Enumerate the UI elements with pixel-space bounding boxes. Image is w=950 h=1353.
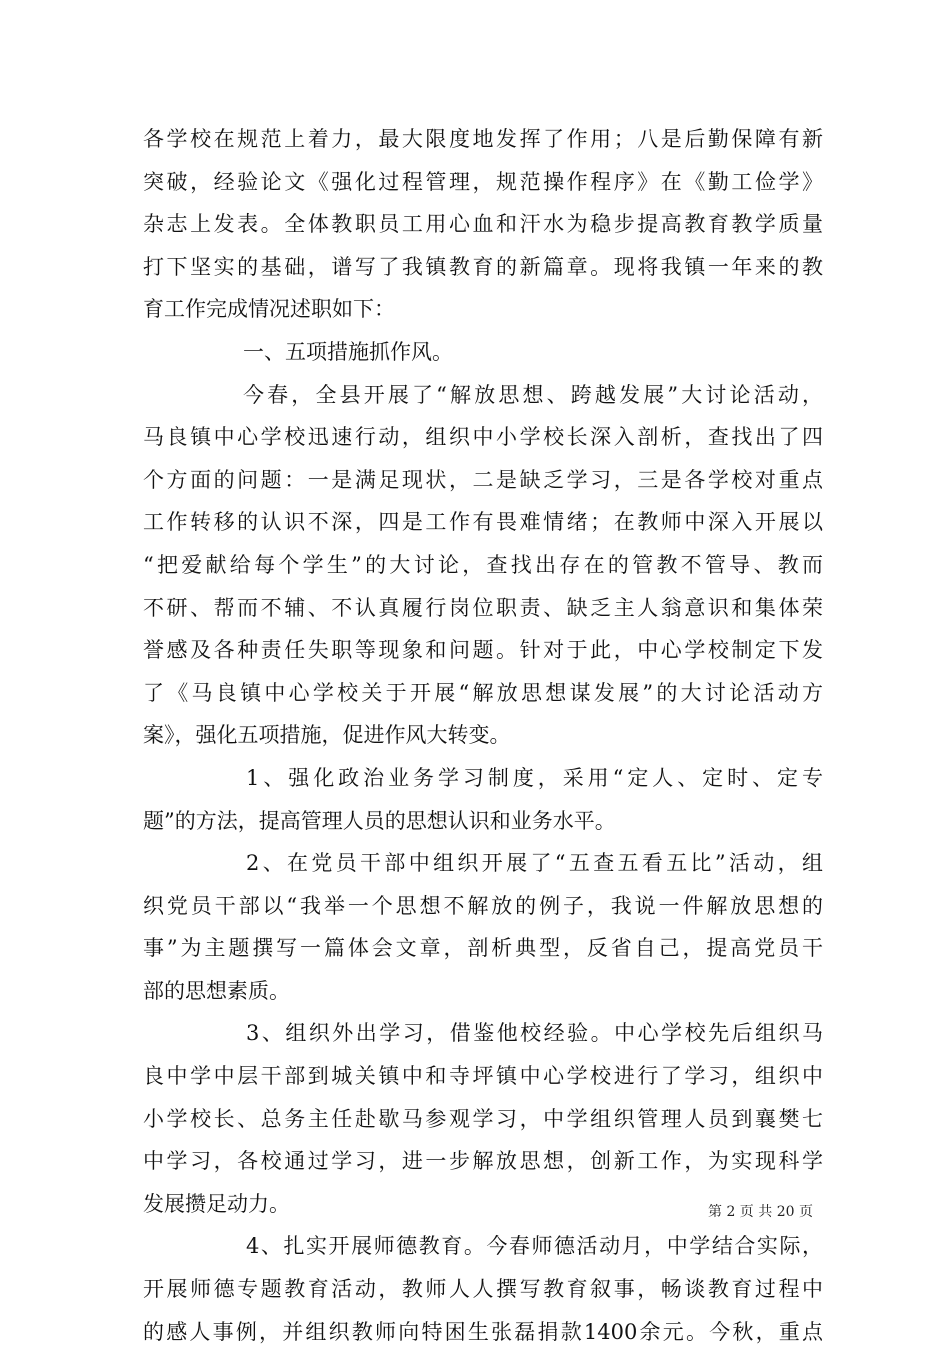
text-line: 誉感及各种责任失职等现象和问题。针对于此，中心学校制定下发	[143, 638, 823, 663]
text-line: 打下坚实的基础，谱写了我镇教育的新篇章。现将我镇一年来的教	[143, 254, 823, 279]
text-line: 不研、帮而不辅、不认真履行岗位职责、缺乏主人翁意识和集体荣	[143, 595, 823, 620]
list-item-first-line: 1、强化政治业务学习制度，采用“定人、定时、定专	[246, 765, 823, 790]
text-line: 的感人事例，并组织教师向特困生张磊捐款1400余元。今秋，重点	[143, 1319, 823, 1344]
text-line: 案》，强化五项措施，促进作风大转变。	[143, 723, 511, 748]
text-line: 织党员干部以“我举一个思想不解放的例子，我说一件解放思想的	[143, 893, 823, 918]
text-line: 突破，经验论文《强化过程管理，规范操作程序》在《勤工俭学》	[143, 169, 823, 194]
text-line: 开展师德专题教育活动，教师人人撰写教育叙事，畅谈教育过程中	[143, 1277, 823, 1302]
text-line: 良中学中层干部到城关镇中和寺坪镇中心学校进行了学习，组织中	[143, 1064, 823, 1089]
text-line: 工作转移的认识不深，四是工作有畏难情绪；在教师中深入开展以	[143, 510, 823, 535]
text-line: 中学习，各校通过学习，进一步解放思想，创新工作，为实现科学	[143, 1149, 823, 1174]
text-line: 事”为主题撰写一篇体会文章，剖析典型，反省自己，提高党员干	[143, 936, 823, 961]
text-line: 题”的方法，提高管理人员的思想认识和业务水平。	[143, 808, 616, 833]
list-item-first-line: 4、扎实开展师德教育。今春师德活动月，中学结合实际，	[246, 1234, 823, 1259]
text-line: 杂志上发表。全体教职员工用心血和汗水为稳步提高教育教学质量	[143, 212, 823, 237]
section-heading: 一、五项措施抓作风。	[243, 339, 453, 364]
list-item-first-line: 3、组织外出学习，借鉴他校经验。中心学校先后组织马	[246, 1021, 823, 1046]
text-line: 各学校在规范上着力，最大限度地发挥了作用；八是后勤保障有新	[143, 127, 823, 151]
text-line: 部的思想素质。	[143, 978, 290, 1003]
text-line: 发展攒足动力。	[143, 1191, 290, 1216]
page-number: 第 2 页 共 20 页	[708, 1204, 813, 1220]
text-line: “把爱献给每个学生”的大讨论，查找出存在的管教不管导、教而	[143, 552, 823, 577]
body-text	[143, 118, 823, 1353]
text-line: 了《马良镇中心学校关于开展“解放思想谋发展”的大讨论活动方	[143, 680, 823, 705]
text-line: 育工作完成情况述职如下：	[143, 297, 395, 322]
text-line: 小学校长、总务主任赴歇马参观学习，中学组织管理人员到襄樊七	[143, 1106, 823, 1131]
list-item-first-line: 2、在党员干部中组织开展了“五查五看五比”活动，组	[246, 851, 823, 876]
text-line: 个方面的问题：一是满足现状，二是缺乏学习，三是各学校对重点	[143, 467, 823, 492]
paragraph-first-line: 今春，全县开展了“解放思想、跨越发展”大讨论活动，	[243, 382, 823, 407]
text-line: 马良镇中心学校迅速行动，组织中小学校长深入剖析，查找出了四	[143, 425, 823, 450]
